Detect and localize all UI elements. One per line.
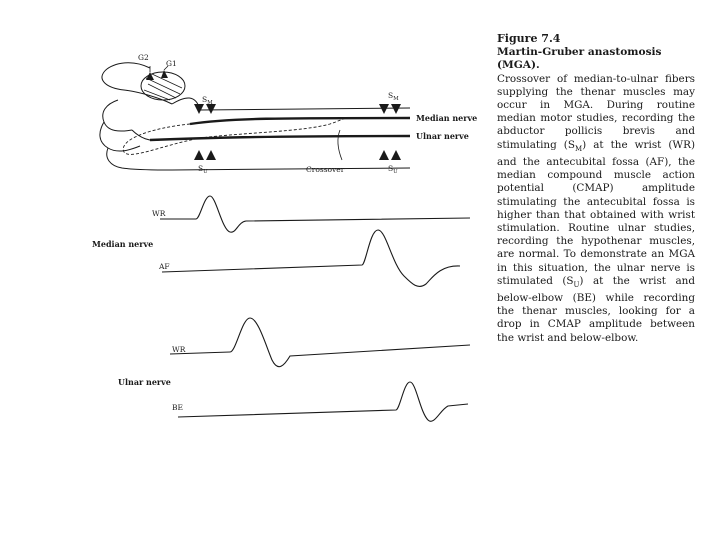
figure-caption [497,32,695,345]
median-nerve-label: Median nerve [416,113,478,123]
crossover-pointer [338,130,342,160]
ulnar-be-label: BE [172,403,183,412]
electrode-g2-label: G2 [138,53,149,62]
ulnar-group-label: Ulnar nerve [118,377,171,387]
median-wr-label: WR [152,209,166,218]
figure-body: Crossover of median-to-ulnar fibers supplying the thenar muscles may occur in MGA. During routine median motor studies, recording the abductor pollicis brevis and stimulating $(S_M)$ at the wrist (WR) and the antecubital fossa (AF), the median compound muscle action potential (CMAP) amplitude stimulating the antecubital fossa is higher than that obtained with wrist stimulation. Routine ulnar studies, recording the hypothenar muscles, are normal. To demonstrate an MGA in this situation, the ulnar nerve is stimulated $(S_U)$ at the wrist and below-elbow (BE) while recording the thenar muscles, looking for a drop in CMAP amplitude between the wrist and below-elbow. [497,72,695,344]
figure-label: Figure 7.4 [497,32,561,45]
stim-ulnar-far-label: $S_U$ [388,164,398,175]
median-group-label: Median nerve [92,239,154,249]
electrode-g1-label: G1 [166,59,177,68]
stimulation-sites [194,104,401,160]
ulnar-wr-label: WR [172,345,186,354]
ulnar-nerve-label: Ulnar nerve [416,131,469,141]
ulnar-wr-trace [170,318,470,367]
ulnar-be-trace [178,382,468,421]
median-nerve-line [190,118,410,124]
median-af-trace [162,230,460,286]
figure-heading: Martin-Gruber anastomosis (MGA). [497,46,662,72]
crossover-label: Crossover [306,165,345,174]
stim-median-far-label: $S_M$ [388,91,399,102]
median-wr-trace [160,196,470,232]
ulnar-nerve-line [150,136,410,140]
nerves [123,118,410,160]
hand-illustration [100,63,410,170]
stim-ulnar-near-label: $S_U$ [198,164,208,175]
stim-median-near-label: $S_M$ [202,95,213,106]
median-af-label: AF [159,262,170,271]
